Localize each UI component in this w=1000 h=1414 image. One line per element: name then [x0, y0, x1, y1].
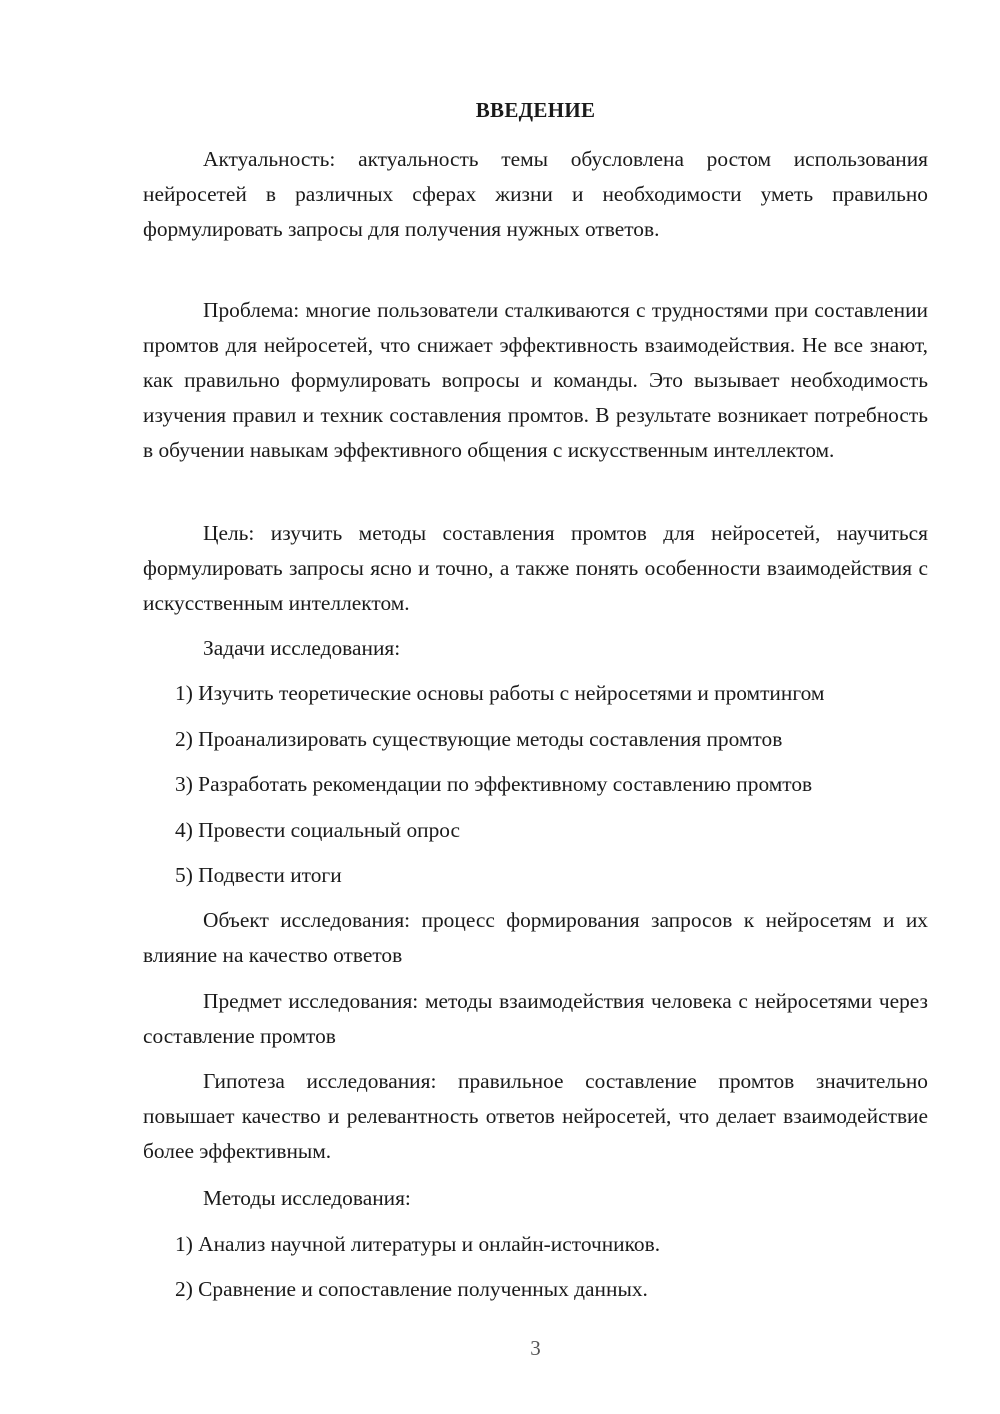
page-number: 3	[530, 1336, 541, 1360]
object-paragraph: Объект исследования: процесс формирования запросов к нейросетям и их влияние на качество ответов	[143, 908, 928, 967]
task-item-1: 1) Изучить теоретические основы работы с нейросетями и промтингом	[175, 681, 825, 705]
document-page	[143, 0, 928, 1414]
subject-paragraph: Предмет исследования: методы взаимодействия человека с нейросетями через составление промтов	[143, 989, 928, 1048]
task-item-2: 2) Проанализировать существующие методы составления промтов	[175, 727, 783, 751]
task-item-3: 3) Разработать рекомендации по эффективному составлению промтов	[175, 772, 813, 796]
relevance-paragraph: Актуальность: актуальность темы обусловлена ростом использования нейросетей в различных сферах жизни и необходимости уметь правильно формулировать запросы для получения нужных ответов.	[143, 147, 928, 241]
method-item-1: 1) Анализ научной литературы и онлайн-источников.	[175, 1232, 661, 1256]
task-item-5: 5) Подвести итоги	[175, 863, 342, 887]
hypothesis-paragraph: Гипотеза исследования: правильное составление промтов значительно повышает качество и релевантность ответов нейросетей, что делает взаимодействие более эффективным.	[143, 1069, 928, 1163]
methods-heading: Методы исследования:	[203, 1186, 411, 1210]
problem-paragraph: Проблема: многие пользователи сталкиваются с трудностями при составлении промтов для нейросетей, что снижает эффективность взаимодействия. Не все знают, как правильно формулировать вопросы и команды. Это вызывает необходимость изучения правил и техник составления промтов. В результате возникает потребность в обучении навыкам эффективного общения с искусственным интеллектом.	[143, 298, 928, 462]
task-item-4: 4) Провести социальный опрос	[175, 818, 461, 842]
goal-paragraph: Цель: изучить методы составления промтов для нейросетей, научиться формулировать запросы ясно и точно, а также понять особенности взаимодействия с искусственным интеллектом.	[143, 521, 928, 615]
tasks-heading: Задачи исследования:	[203, 636, 401, 660]
section-heading: ВВЕДЕНИЕ	[475, 98, 596, 122]
method-item-2: 2) Сравнение и сопоставление полученных данных.	[175, 1277, 648, 1301]
